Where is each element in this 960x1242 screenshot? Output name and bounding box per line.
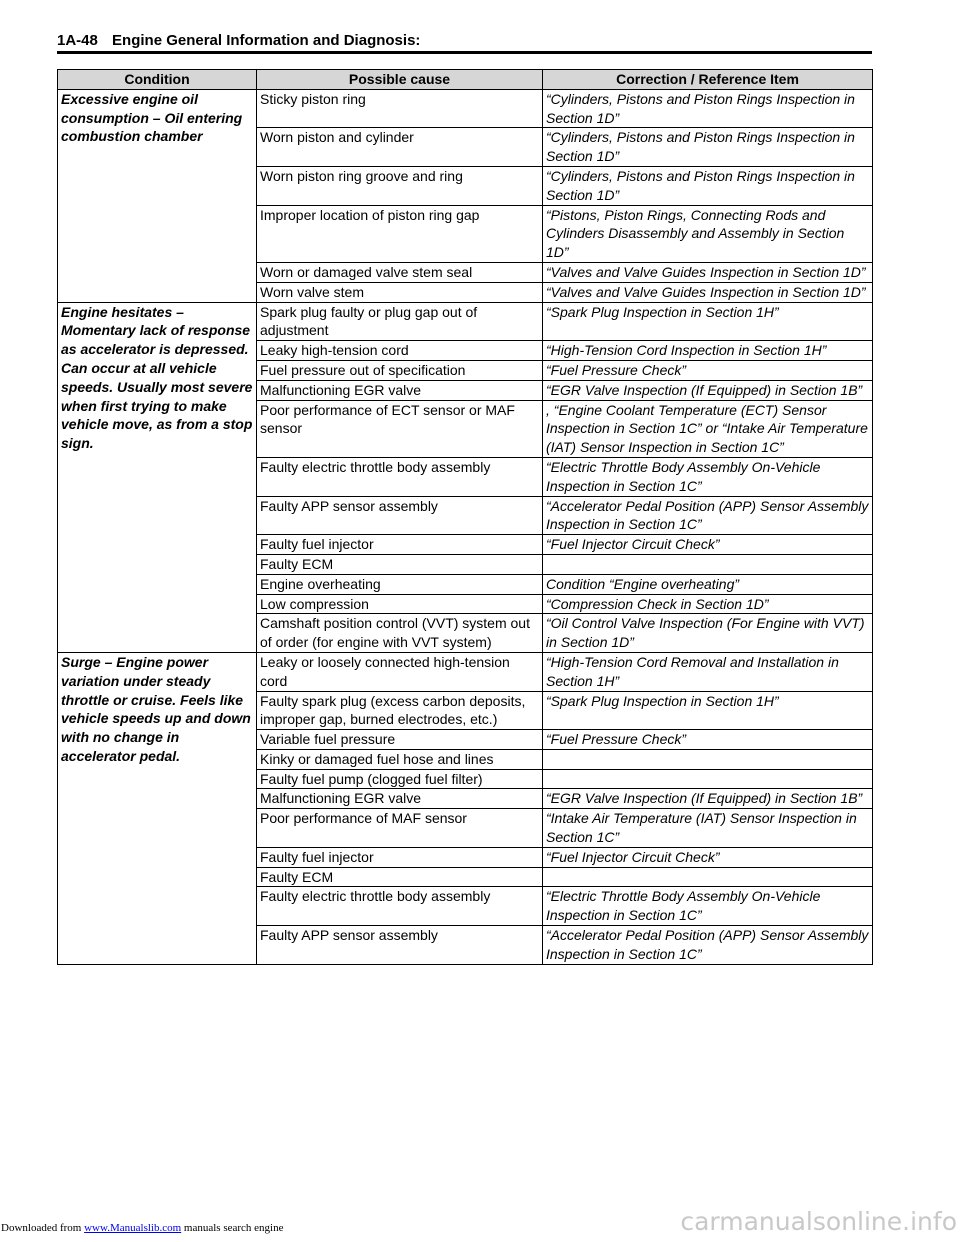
diagnosis-table xyxy=(57,69,873,965)
possible-cause-cell: Faulty fuel injector xyxy=(257,535,543,555)
correction-cell xyxy=(543,867,873,887)
correction-cell: “EGR Valve Inspection (If Equipped) in Section 1B” xyxy=(543,380,873,400)
correction-cell: “Valves and Valve Guides Inspection in Section 1D” xyxy=(543,262,873,282)
possible-cause-cell: Leaky high-tension cord xyxy=(257,341,543,361)
correction-cell xyxy=(543,769,873,789)
possible-cause-cell: Faulty APP sensor assembly xyxy=(257,496,543,535)
correction-cell: “Cylinders, Pistons and Piston Rings Inspection in Section 1D” xyxy=(543,89,873,128)
correction-cell: “Cylinders, Pistons and Piston Rings Inspection in Section 1D” xyxy=(543,166,873,205)
correction-cell: “Intake Air Temperature (IAT) Sensor Inspection in Section 1C” xyxy=(543,809,873,848)
possible-cause-cell: Poor performance of MAF sensor xyxy=(257,809,543,848)
possible-cause-cell: Faulty ECM xyxy=(257,867,543,887)
correction-cell xyxy=(543,749,873,769)
correction-cell: “Valves and Valve Guides Inspection in Section 1D” xyxy=(543,282,873,302)
possible-cause-cell: Kinky or damaged fuel hose and lines xyxy=(257,749,543,769)
correction-cell: “Spark Plug Inspection in Section 1H” xyxy=(543,302,873,341)
correction-cell: , “Engine Coolant Temperature (ECT) Sensor Inspection in Section 1C” or “Intake Air Temperature (IAT) Sensor Inspection in Section 1C” xyxy=(543,400,873,457)
possible-cause-cell: Sticky piston ring xyxy=(257,89,543,128)
correction-cell: “Accelerator Pedal Position (APP) Sensor Assembly Inspection in Section 1C” xyxy=(543,926,873,965)
possible-cause-cell: Malfunctioning EGR valve xyxy=(257,789,543,809)
possible-cause-cell: Spark plug faulty or plug gap out of adjustment xyxy=(257,302,543,341)
table-header-row xyxy=(58,70,873,90)
possible-cause-cell: Fuel pressure out of specification xyxy=(257,360,543,380)
correction-cell: “Fuel Pressure Check” xyxy=(543,730,873,750)
possible-cause-cell: Malfunctioning EGR valve xyxy=(257,380,543,400)
footer-prefix: Downloaded from xyxy=(1,1222,82,1234)
possible-cause-cell: Low compression xyxy=(257,594,543,614)
possible-cause-cell: Leaky or loosely connected high-tension cord xyxy=(257,652,543,691)
possible-cause-cell: Faulty fuel injector xyxy=(257,847,543,867)
table-row xyxy=(58,89,873,128)
correction-cell: “High-Tension Cord Inspection in Section 1H” xyxy=(543,341,873,361)
possible-cause-cell: Poor performance of ECT sensor or MAF sensor xyxy=(257,400,543,457)
possible-cause-cell: Worn valve stem xyxy=(257,282,543,302)
correction-cell: “Cylinders, Pistons and Piston Rings Inspection in Section 1D” xyxy=(543,128,873,167)
possible-cause-cell: Faulty APP sensor assembly xyxy=(257,926,543,965)
footer-link[interactable]: www.Manualslib.com xyxy=(84,1222,182,1234)
table-row xyxy=(58,302,873,341)
page-number: 1A-48 xyxy=(57,32,98,49)
column-header-condition: Condition xyxy=(58,70,257,90)
column-header-correction: Correction / Reference Item xyxy=(543,70,873,90)
possible-cause-cell: Worn piston ring groove and ring xyxy=(257,166,543,205)
correction-cell: “Electric Throttle Body Assembly On-Vehicle Inspection in Section 1C” xyxy=(543,457,873,496)
table-body xyxy=(58,89,873,964)
page-title: Engine General Information and Diagnosis: xyxy=(112,32,421,49)
condition-cell: Excessive engine oil consumption – Oil entering combustion chamber xyxy=(58,89,257,302)
possible-cause-cell: Faulty ECM xyxy=(257,554,543,574)
possible-cause-cell: Variable fuel pressure xyxy=(257,730,543,750)
correction-cell: “Fuel Injector Circuit Check” xyxy=(543,847,873,867)
correction-cell: Condition “Engine overheating” xyxy=(543,574,873,594)
correction-cell: “Pistons, Piston Rings, Connecting Rods and Cylinders Disassembly and Assembly in Section 1D” xyxy=(543,205,873,262)
condition-cell: Surge – Engine power variation under steady throttle or cruise. Feels like vehicle speeds up and down with no change in accelerator pedal. xyxy=(58,652,257,964)
possible-cause-cell: Faulty electric throttle body assembly xyxy=(257,457,543,496)
header-rule xyxy=(57,51,872,54)
correction-cell: “Oil Control Valve Inspection (For Engine with VVT) in Section 1D” xyxy=(543,614,873,653)
table-row xyxy=(58,652,873,691)
footer xyxy=(1,1222,283,1234)
correction-cell xyxy=(543,554,873,574)
correction-cell: “Compression Check in Section 1D” xyxy=(543,594,873,614)
possible-cause-cell: Worn or damaged valve stem seal xyxy=(257,262,543,282)
column-header-possible-cause: Possible cause xyxy=(257,70,543,90)
possible-cause-cell: Worn piston and cylinder xyxy=(257,128,543,167)
condition-cell: Engine hesitates – Momentary lack of response as accelerator is depressed. Can occur at all vehicle speeds. Usually most severe when first trying to make vehicle move, as from a stop sign. xyxy=(58,302,257,652)
correction-cell: “Spark Plug Inspection in Section 1H” xyxy=(543,691,873,730)
correction-cell: “Fuel Pressure Check” xyxy=(543,360,873,380)
page-header xyxy=(57,32,420,49)
correction-cell: “Fuel Injector Circuit Check” xyxy=(543,535,873,555)
possible-cause-cell: Faulty fuel pump (clogged fuel filter) xyxy=(257,769,543,789)
possible-cause-cell: Engine overheating xyxy=(257,574,543,594)
correction-cell: “Electric Throttle Body Assembly On-Vehicle Inspection in Section 1C” xyxy=(543,887,873,926)
possible-cause-cell: Faulty spark plug (excess carbon deposits, improper gap, burned electrodes, etc.) xyxy=(257,691,543,730)
possible-cause-cell: Faulty electric throttle body assembly xyxy=(257,887,543,926)
correction-cell: “EGR Valve Inspection (If Equipped) in Section 1B” xyxy=(543,789,873,809)
footer-suffix: manuals search engine xyxy=(183,1222,284,1234)
correction-cell: “High-Tension Cord Removal and Installation in Section 1H” xyxy=(543,652,873,691)
correction-cell: “Accelerator Pedal Position (APP) Sensor Assembly Inspection in Section 1C” xyxy=(543,496,873,535)
possible-cause-cell: Improper location of piston ring gap xyxy=(257,205,543,262)
possible-cause-cell: Camshaft position control (VVT) system out of order (for engine with VVT system) xyxy=(257,614,543,653)
watermark: carmanualsonline.info xyxy=(680,1207,957,1236)
